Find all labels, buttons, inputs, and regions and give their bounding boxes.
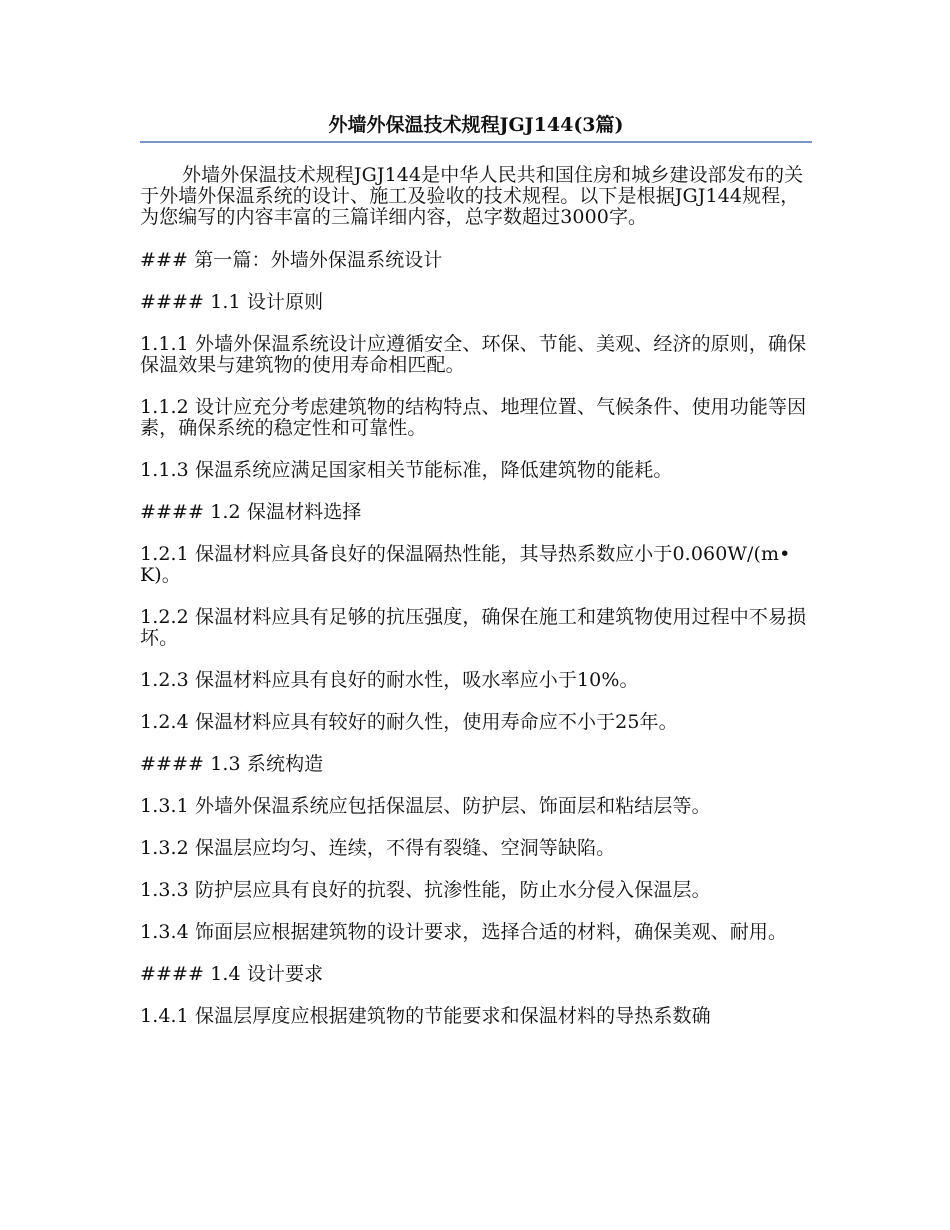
document-title: 外墙外保温技术规程JGJ144(3篇)	[140, 112, 812, 143]
clause-paragraph: 1.2.1 保温材料应具备良好的保温隔热性能，其导热系数应小于0.060W/(m•K)。	[140, 543, 791, 586]
section-heading: #### 1.4 设计要求	[140, 963, 324, 985]
clause-paragraph: 1.2.4 保温材料应具有较好的耐久性，使用寿命应不小于25年。	[140, 711, 678, 733]
part-heading: ### 第一篇：外墙外保温系统设计	[140, 249, 443, 271]
clause-paragraph: 1.1.1 外墙外保温系统设计应遵循安全、环保、节能、美观、经济的原则，确保保温效果与建筑物的使用寿命相匹配。	[140, 333, 807, 376]
clause-paragraph: 1.3.1 外墙外保温系统应包括保温层、防护层、饰面层和粘结层等。	[140, 795, 711, 817]
clause-paragraph: 1.2.2 保温材料应具有足够的抗压强度，确保在施工和建筑物使用过程中不易损坏。	[140, 606, 807, 649]
section-heading: #### 1.1 设计原则	[140, 291, 324, 313]
clause-paragraph: 1.3.3 防护层应具有良好的抗裂、抗渗性能，防止水分侵入保温层。	[140, 879, 711, 901]
section-heading: #### 1.2 保温材料选择	[140, 501, 362, 523]
clause-paragraph: 1.1.3 保温系统应满足国家相关节能标准，降低建筑物的能耗。	[140, 459, 673, 481]
section-heading: #### 1.3 系统构造	[140, 753, 324, 775]
clause-paragraph: 1.4.1 保温层厚度应根据建筑物的节能要求和保温材料的导热系数确	[140, 1005, 711, 1027]
intro-paragraph: 外墙外保温技术规程JGJ144是中华人民共和国住房和城乡建设部发布的关于外墙外保温系统的设计、施工及验收的技术规程。以下是根据JGJ144规程，为您编写的内容丰富的三篇详细内容，总字数超过3000字。	[140, 164, 804, 228]
clause-paragraph: 1.3.4 饰面层应根据建筑物的设计要求，选择合适的材料，确保美观、耐用。	[140, 921, 788, 943]
clause-paragraph: 1.2.3 保温材料应具有良好的耐水性，吸水率应小于10%。	[140, 669, 639, 691]
clause-paragraph: 1.3.2 保温层应均匀、连续，不得有裂缝、空洞等缺陷。	[140, 837, 616, 859]
clause-paragraph: 1.1.2 设计应充分考虑建筑物的结构特点、地理位置、气候条件、使用功能等因素，确保系统的稳定性和可靠性。	[140, 396, 807, 439]
document-page	[140, 112, 812, 1048]
